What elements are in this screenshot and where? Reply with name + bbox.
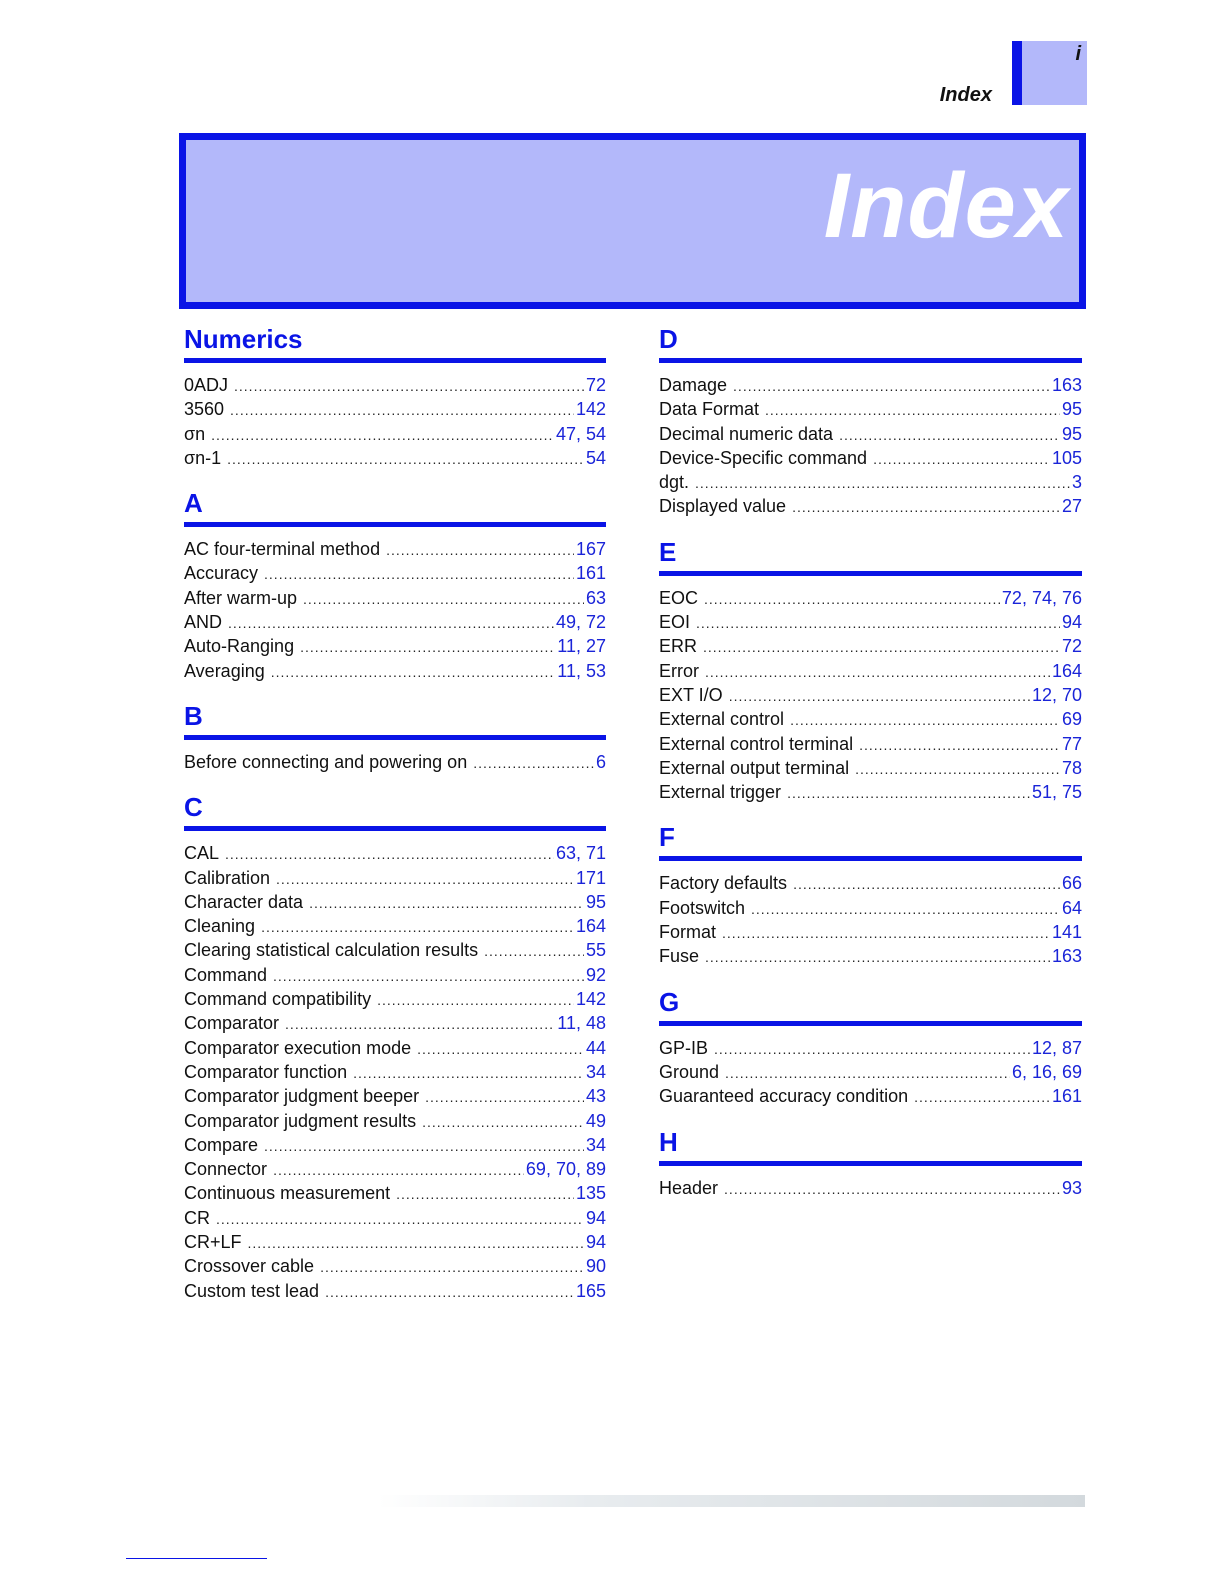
dot-leader [417, 1037, 584, 1061]
entry-page-link[interactable]: 163 [1051, 375, 1082, 395]
entry-page-link[interactable]: 95 [1061, 399, 1082, 420]
index-entry [184, 1109, 606, 1133]
section-letter: F [659, 822, 675, 853]
section-rule [184, 358, 606, 363]
section-letter: E [659, 536, 677, 567]
index-section [184, 486, 606, 683]
index-entry [184, 1230, 606, 1254]
entry-term: Header [659, 1177, 719, 1198]
entry-page-link[interactable]: 11, 27 [557, 636, 606, 657]
entry-term: External output terminal [659, 757, 850, 778]
dot-leader [751, 897, 1060, 921]
dot-leader [787, 781, 1030, 805]
entry-page-link[interactable]: 55 [585, 940, 606, 961]
index-entry [659, 1036, 1082, 1060]
entry-page-link[interactable]: 63 [585, 587, 606, 608]
entry-term: AND [184, 612, 223, 633]
dot-leader [228, 611, 554, 635]
entry-term: 0ADJ [184, 375, 229, 395]
index-entry [659, 470, 1082, 494]
index-section [659, 322, 1082, 519]
index-entry [659, 707, 1082, 731]
entry-term: EXT I/O [659, 684, 723, 705]
entry-page-link[interactable]: 43 [585, 1086, 606, 1107]
entry-term: dgt. [659, 472, 690, 493]
index-entry [659, 683, 1082, 707]
entry-term: Before connecting and powering on [184, 751, 468, 772]
entry-term: 3560 [184, 399, 225, 420]
index-entry [659, 780, 1082, 804]
entry-page-link[interactable]: 54 [585, 447, 606, 468]
dot-leader [705, 660, 1050, 684]
entry-page-link[interactable]: 12, 70 [1031, 684, 1082, 705]
entry-term: Cleaning [184, 916, 256, 937]
entry-term: CR+LF [184, 1232, 242, 1253]
entry-term: External control terminal [659, 733, 854, 754]
index-entry [659, 610, 1082, 634]
entry-page-link[interactable]: 161 [575, 563, 606, 584]
entry-page-link[interactable]: 6, 16, 69 [1011, 1061, 1082, 1082]
entry-term: Command compatibility [184, 989, 372, 1010]
dot-leader [276, 867, 574, 891]
dot-leader [696, 611, 1060, 635]
index-entry [184, 1011, 606, 1035]
entry-page-link[interactable]: 69 [1061, 709, 1082, 730]
dot-leader [790, 708, 1060, 732]
dot-leader [765, 398, 1060, 422]
entry-term: Damage [659, 375, 728, 395]
entry-page-link[interactable]: 6 [595, 751, 606, 772]
entry-page-link[interactable]: 90 [585, 1256, 606, 1277]
index-entry [184, 1133, 606, 1157]
entry-page-link[interactable]: 163 [1051, 946, 1082, 967]
index-entry [659, 634, 1082, 658]
dot-leader [704, 587, 1000, 611]
index-entry [184, 914, 606, 938]
entry-page-link[interactable]: 69, 70, 89 [525, 1159, 606, 1180]
section-gap [659, 1109, 1082, 1125]
entry-term: EOC [659, 587, 699, 608]
entry-term: Factory defaults [659, 873, 788, 894]
dot-leader [248, 1231, 584, 1255]
index-entry [184, 750, 606, 774]
entry-term: Fuse [659, 946, 700, 967]
dot-leader [285, 1012, 555, 1036]
entry-term: Data Format [659, 399, 760, 420]
entry-term: Continuous measurement [184, 1183, 391, 1204]
section-letter: C [184, 792, 203, 823]
entry-term: Comparator judgment beeper [184, 1086, 420, 1107]
index-entry [184, 537, 606, 561]
entry-term: Accuracy [184, 563, 259, 584]
section-gap [184, 774, 606, 790]
entry-term: External trigger [659, 782, 782, 803]
index-entry [184, 446, 606, 470]
entry-page-link[interactable]: 164 [1051, 660, 1082, 681]
entry-page-link[interactable]: 12, 87 [1031, 1037, 1082, 1058]
entry-term: Averaging [184, 660, 265, 681]
entry-term: Calibration [184, 867, 271, 888]
section-letter: A [184, 488, 203, 519]
dot-leader [422, 1110, 584, 1134]
section-letter: Numerics [184, 324, 303, 354]
section-rule [659, 358, 1082, 363]
index-entry [659, 1084, 1082, 1108]
entry-page-link[interactable]: 34 [585, 1061, 606, 1082]
section-rule [184, 735, 606, 740]
entry-page-link[interactable]: 3 [1071, 472, 1082, 493]
entry-term: Guaranteed accuracy condition [659, 1086, 909, 1107]
entry-term: σn [184, 423, 206, 444]
entry-page-link[interactable]: 72, 74, 76 [1001, 587, 1082, 608]
section-gap [659, 969, 1082, 985]
footer-rule [126, 1558, 267, 1559]
section-letter: G [659, 986, 680, 1017]
entry-term: Decimal numeric data [659, 423, 834, 444]
dot-leader [873, 447, 1050, 471]
index-entry [659, 944, 1082, 968]
dot-leader [859, 733, 1060, 757]
entry-page-link[interactable]: 165 [575, 1280, 606, 1301]
entry-term: Displayed value [659, 496, 787, 517]
section-rule [659, 1161, 1082, 1166]
entry-page-link[interactable]: 72 [1061, 636, 1082, 657]
section-rule [184, 826, 606, 831]
dot-leader [264, 562, 574, 586]
entry-page-link[interactable]: 64 [1061, 897, 1082, 918]
index-entry [184, 890, 606, 914]
entry-page-link[interactable]: 49, 72 [555, 612, 606, 633]
entry-term: Connector [184, 1159, 268, 1180]
dot-leader [309, 891, 584, 915]
index-entry [184, 963, 606, 987]
section-gap [659, 804, 1082, 820]
entry-term: Character data [184, 891, 304, 912]
entry-term: Auto-Ranging [184, 636, 295, 657]
entry-page-link[interactable]: 66 [1061, 873, 1082, 894]
dot-leader [211, 423, 554, 447]
footer-band [378, 1495, 1085, 1507]
entry-page-link[interactable]: 44 [585, 1037, 606, 1058]
index-banner [179, 133, 1086, 309]
index-entry [659, 920, 1082, 944]
entry-term: CAL [184, 843, 220, 864]
index-entry [659, 871, 1082, 895]
page-number: i [1075, 43, 1081, 65]
entry-term: Comparator [184, 1013, 280, 1034]
dot-leader [234, 374, 584, 398]
index-entry [184, 866, 606, 890]
entry-term: External control [659, 709, 785, 730]
entry-term: Format [659, 922, 717, 943]
dot-leader [724, 1177, 1060, 1201]
section-rule [659, 571, 1082, 576]
entry-page-link[interactable]: 49 [585, 1110, 606, 1131]
section-gap [184, 683, 606, 699]
dot-leader [695, 471, 1070, 495]
dot-leader [303, 587, 584, 611]
index-entry [184, 841, 606, 865]
dot-leader [225, 842, 554, 866]
index-entry [184, 1254, 606, 1278]
entry-page-link[interactable]: 94 [1061, 612, 1082, 633]
section-letter: B [184, 700, 203, 731]
entry-page-link[interactable]: 34 [585, 1134, 606, 1155]
index-entry [184, 1084, 606, 1108]
index-entry [659, 446, 1082, 470]
entry-page-link[interactable]: 72 [585, 375, 606, 395]
index-entry [659, 732, 1082, 756]
banner-title: Index [823, 155, 1069, 257]
entry-page-link[interactable]: 92 [585, 964, 606, 985]
index-entry [184, 634, 606, 658]
entry-page-link[interactable]: 94 [585, 1207, 606, 1228]
entry-term: Custom test lead [184, 1280, 320, 1301]
dot-leader [733, 374, 1050, 398]
section-rule [659, 1021, 1082, 1026]
entry-term: Comparator execution mode [184, 1037, 412, 1058]
entry-page-link[interactable]: 77 [1061, 733, 1082, 754]
index-entry [184, 610, 606, 634]
index-section [659, 985, 1082, 1109]
running-title: Index [939, 84, 992, 106]
entry-page-link[interactable]: 171 [575, 867, 606, 888]
dot-leader [725, 1061, 1010, 1085]
entry-term: AC four-terminal method [184, 539, 381, 560]
dot-leader [484, 939, 584, 963]
index-entry [184, 561, 606, 585]
index-entry [659, 422, 1082, 446]
dot-leader [793, 872, 1060, 896]
index-entry [184, 938, 606, 962]
dot-leader [273, 964, 584, 988]
entry-page-link[interactable]: 167 [575, 539, 606, 560]
entry-page-link[interactable]: 11, 48 [557, 1013, 606, 1034]
entry-term: Clearing statistical calculation results [184, 940, 479, 961]
entry-term: Footswitch [659, 897, 746, 918]
entry-page-link[interactable]: 27 [1061, 496, 1082, 517]
entry-page-link[interactable]: 78 [1061, 757, 1082, 778]
index-entry [184, 1157, 606, 1181]
entry-term: Compare [184, 1134, 259, 1155]
entry-page-link[interactable]: 51, 75 [1031, 782, 1082, 803]
dot-leader [839, 423, 1060, 447]
dot-leader [396, 1182, 574, 1206]
entry-term: Error [659, 660, 699, 681]
section-letter: H [659, 1126, 678, 1157]
dot-leader [386, 538, 574, 562]
page-number-tab [1012, 41, 1087, 105]
dot-leader [264, 1134, 584, 1158]
index-section [659, 535, 1082, 805]
section-letter: D [659, 324, 678, 354]
entry-term: After warm-up [184, 587, 298, 608]
dot-leader [300, 635, 555, 659]
dot-leader [855, 757, 1060, 781]
index-entry [184, 586, 606, 610]
dot-leader [425, 1085, 584, 1109]
entry-term: Crossover cable [184, 1256, 315, 1277]
index-entry [659, 756, 1082, 780]
entry-page-link[interactable]: 164 [575, 916, 606, 937]
index-entry [184, 1060, 606, 1084]
entry-page-link[interactable]: 11, 53 [557, 660, 606, 681]
index-section [659, 820, 1082, 968]
page-tab-bar [1012, 41, 1022, 105]
dot-leader [714, 1037, 1030, 1061]
dot-leader [914, 1085, 1050, 1109]
entry-term: Command [184, 964, 268, 985]
dot-leader [271, 660, 556, 684]
dot-leader [377, 988, 574, 1012]
entry-term: GP-IB [659, 1037, 709, 1058]
index-section [184, 699, 606, 774]
index-entry [659, 373, 1082, 397]
dot-leader [703, 635, 1060, 659]
entry-term: CR [184, 1207, 210, 1228]
entry-term: EOI [659, 612, 691, 633]
entry-page-link[interactable]: 161 [1051, 1086, 1082, 1107]
entry-page-link[interactable]: 135 [575, 1183, 606, 1204]
index-entry [184, 373, 606, 397]
entry-page-link[interactable]: 141 [1051, 922, 1082, 943]
dot-leader [792, 495, 1060, 519]
index-entry [184, 1279, 606, 1303]
entry-term: Comparator judgment results [184, 1110, 417, 1131]
entry-page-link[interactable]: 142 [575, 989, 606, 1010]
entry-page-link[interactable]: 93 [1061, 1177, 1082, 1198]
index-entry [184, 1206, 606, 1230]
entry-term: σn-1 [184, 447, 222, 468]
entry-page-link[interactable]: 63, 71 [555, 843, 606, 864]
index-entry [659, 494, 1082, 518]
dot-leader [320, 1255, 584, 1279]
index-section [184, 322, 606, 470]
section-gap [659, 519, 1082, 535]
index-entry [659, 586, 1082, 610]
dot-leader [325, 1280, 574, 1304]
entry-term: Ground [659, 1061, 720, 1082]
entry-page-link[interactable]: 94 [585, 1232, 606, 1253]
index-entry [184, 1181, 606, 1205]
dot-leader [705, 945, 1050, 969]
index-entry [184, 987, 606, 1011]
index-entry [184, 397, 606, 421]
entry-page-link[interactable]: 105 [1051, 447, 1082, 468]
index-entry [659, 659, 1082, 683]
index-entry [659, 896, 1082, 920]
index-column-left [184, 322, 606, 1303]
entry-term: ERR [659, 636, 698, 657]
entry-term: Device-Specific command [659, 447, 868, 468]
dot-leader [261, 915, 574, 939]
entry-term: Comparator function [184, 1061, 348, 1082]
dot-leader [473, 751, 594, 775]
section-rule [184, 522, 606, 527]
dot-leader [273, 1158, 524, 1182]
dot-leader [722, 921, 1050, 945]
index-section [659, 1125, 1082, 1200]
index-entry [184, 1036, 606, 1060]
index-entry [184, 659, 606, 683]
dot-leader [227, 447, 584, 471]
dot-leader [230, 398, 574, 422]
dot-leader [353, 1061, 584, 1085]
section-rule [659, 856, 1082, 861]
entry-page-link[interactable]: 47, 54 [555, 423, 606, 444]
entry-page-link[interactable]: 95 [585, 891, 606, 912]
index-entry [184, 422, 606, 446]
index-column-right [659, 322, 1082, 1200]
index-entry [659, 397, 1082, 421]
dot-leader [729, 684, 1030, 708]
entry-page-link[interactable]: 142 [575, 399, 606, 420]
entry-page-link[interactable]: 95 [1061, 423, 1082, 444]
index-entry [659, 1176, 1082, 1200]
dot-leader [216, 1207, 584, 1231]
index-section [184, 790, 606, 1303]
index-entry [659, 1060, 1082, 1084]
section-gap [184, 470, 606, 486]
